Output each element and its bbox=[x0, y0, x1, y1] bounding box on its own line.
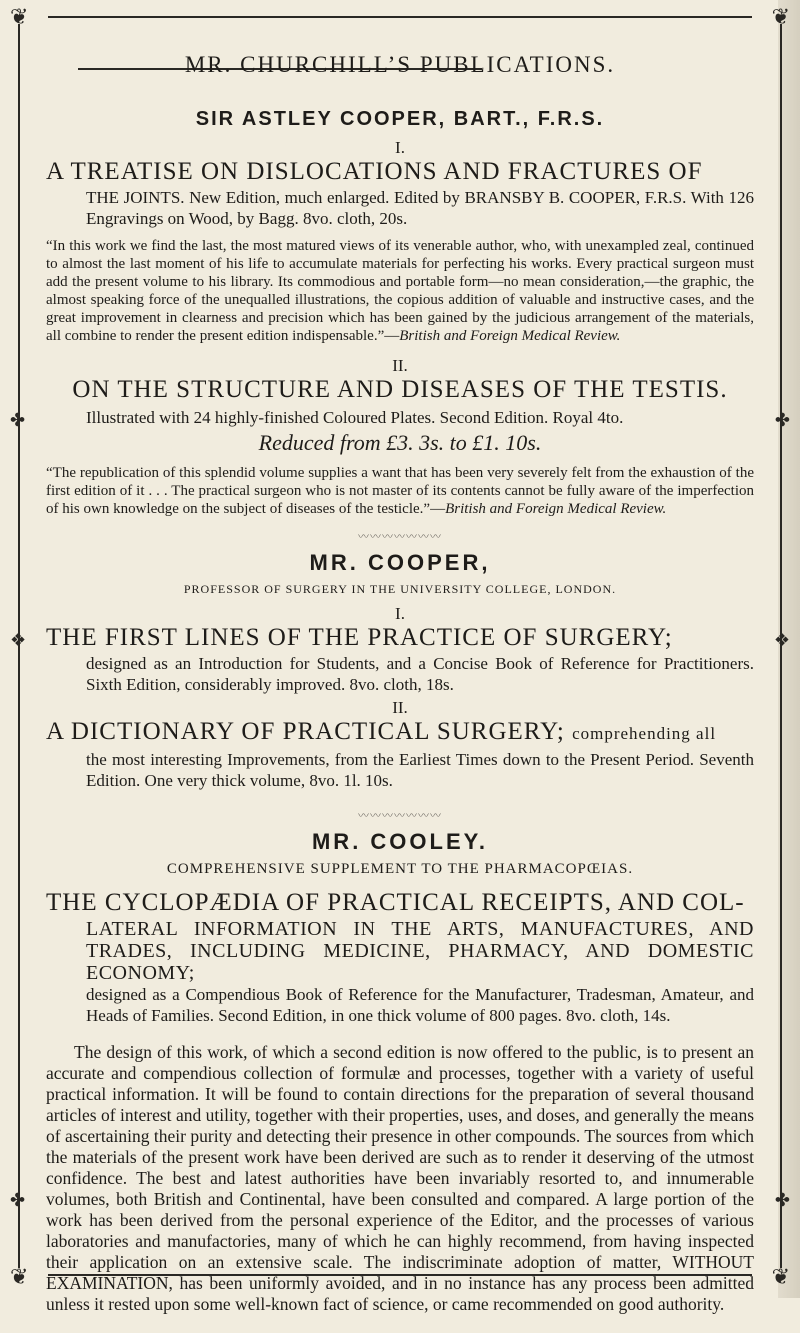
review-quote bbox=[46, 237, 754, 345]
side-ornament-icon: ✤ bbox=[774, 1190, 790, 1210]
review-quote bbox=[46, 464, 754, 518]
author-subtitle: COMPREHENSIVE SUPPLEMENT TO THE PHARMACOPŒIAS. bbox=[166, 861, 634, 877]
author-subtitle: PROFESSOR OF SURGERY IN THE UNIVERSITY COLLEGE, LONDON. bbox=[183, 582, 617, 596]
corner-ornament-icon: ❦ bbox=[10, 4, 29, 29]
work-caps-description: LATERAL INFORMATION IN THE ARTS, MANUFACTURES, AND TRADES, INCLUDING MEDICINE, PHARMACY, AND DOMESTIC ECONOMY; bbox=[86, 918, 754, 984]
review-text: “The republication of this splendid volume supplies a want that has been very severely felt from the exhaustion of the first edition of it . . . The practical surgeon who is not master of its contents cannot be fully aware of the imperfection of his own knowledge on the subject of diseases of the testicle.”— bbox=[46, 465, 754, 517]
review-source: British and Foreign Medical Review. bbox=[399, 328, 621, 344]
review-source: British and Foreign Medical Review. bbox=[445, 501, 667, 517]
corner-ornament-icon: ❦ bbox=[771, 4, 790, 29]
masthead: MR. CHURCHILL’S PUBLICATIONS. bbox=[184, 52, 616, 77]
author-heading: MR. COOPER, bbox=[309, 550, 491, 575]
work-title: A DICTIONARY OF PRACTICAL SURGERY; bbox=[46, 718, 565, 745]
description-paragraph: The design of this work, of which a second edition is now offered to the public, is to present an accurate and compendious collection of formulæ and processes, together with a variety of useful practical information. It will be found to contain directions for the preparation of several thousand articles of interest and utility, together with their properties, uses, and doses, and generally the means of ascertaining their purity and detecting their presence in other compounds. The sources from which the materials of the present work have been derived are such as to render it deserving of the utmost confidence. The best and latest authorities have been invariably resorted to, and innumerable volumes, both British and Continental, have been consulted and compared. A large portion of the work has been derived from the personal experience of the Editor, and the processes of various laboratories and manufactories, many of which he can highly recommend, from having inspected their application on an extensive scale. The indiscriminate adoption of matter, WITHOUT EXAMINATION, has been uniformly avoided, and in no instance has any process been admitted unless it rested upon some well-known fact of science, or came recommended on good authority. bbox=[46, 1042, 754, 1314]
work-numeral: I. bbox=[395, 138, 405, 157]
work-title-continuation: comprehending all bbox=[572, 724, 717, 743]
work-numeral: II. bbox=[392, 356, 408, 375]
work-description: designed as a Compendious Book of Reference for the Manufacturer, Tradesman, Amateur, and Heads of Families. Second Edition, in one thick volume of 800 pages. 8vo. cloth, 14s. bbox=[86, 985, 754, 1025]
work-description: designed as an Introduction for Students, and a Concise Book of Reference for Practitioners. Sixth Edition, considerably improved. 8vo. cloth, 18s. bbox=[86, 654, 754, 694]
work-title-line bbox=[46, 717, 754, 749]
review-text: “In this work we find the last, the most matured views of its venerable author, who, with unexampled zeal, continued to almost the last moment of his life to accumulate materials for perfecting his works. Every practical surgeon must add the present volume to his library. Its commodious and portable form—no mean consideration,—the graphic, the almost speaking force of the unequalled illustrations, the copious addition of valuable and instructive cases, and the great improvement in clearness and precision which has been gained by the judicious arrangement of the materials, all combine to render the present edition indispensable.”— bbox=[46, 238, 754, 344]
work-title: ON THE STRUCTURE AND DISEASES OF THE TESTIS. bbox=[72, 376, 728, 403]
author-heading: MR. COOLEY. bbox=[311, 829, 488, 854]
page-text bbox=[46, 10, 754, 1333]
author-heading: SIR ASTLEY COOPER, BART., F.R.S. bbox=[195, 108, 605, 130]
side-ornament-icon: ✤ bbox=[774, 410, 790, 430]
work-title: THE FIRST LINES OF THE PRACTICE OF SURGERY; bbox=[46, 624, 673, 651]
work-description: the most interesting Improvements, from the Earliest Times down to the Present Period. Seventh Edition. One very thick volume, 8vo. 1l. 10s. bbox=[86, 750, 754, 790]
side-ornament-icon: ✤ bbox=[10, 1190, 26, 1210]
work-title: THE CYCLOPÆDIA OF PRACTICAL RECEIPTS, AND COL- bbox=[46, 889, 745, 916]
work-title: A TREATISE ON DISLOCATIONS AND FRACTURES OF bbox=[46, 158, 703, 185]
work-description: THE JOINTS. New Edition, much enlarged. Edited by BRANSBY B. COOPER, F.R.S. With 126 Engravings on Wood, by Bagg. 8vo. cloth, 20s. bbox=[86, 188, 754, 228]
work-numeral: II. bbox=[392, 698, 408, 717]
work-description: Illustrated with 24 highly-finished Coloured Plates. Second Edition. Royal 4to. bbox=[86, 408, 624, 427]
corner-ornament-icon: ❦ bbox=[771, 1264, 790, 1289]
ornamental-divider: 〰〰〰〰〰〰〰 bbox=[358, 531, 442, 543]
ornamental-divider: 〰〰〰〰〰〰〰 bbox=[358, 810, 442, 822]
corner-ornament-icon: ❦ bbox=[10, 1264, 29, 1289]
side-ornament-icon: ✤ bbox=[10, 410, 26, 430]
ornamental-frame bbox=[10, 4, 790, 1314]
price-note: Reduced from £3. 3s. to £1. 10s. bbox=[258, 430, 542, 455]
side-ornament-icon: ❖ bbox=[10, 630, 27, 650]
work-numeral: I. bbox=[395, 604, 405, 623]
side-ornament-icon: ❖ bbox=[773, 630, 790, 650]
